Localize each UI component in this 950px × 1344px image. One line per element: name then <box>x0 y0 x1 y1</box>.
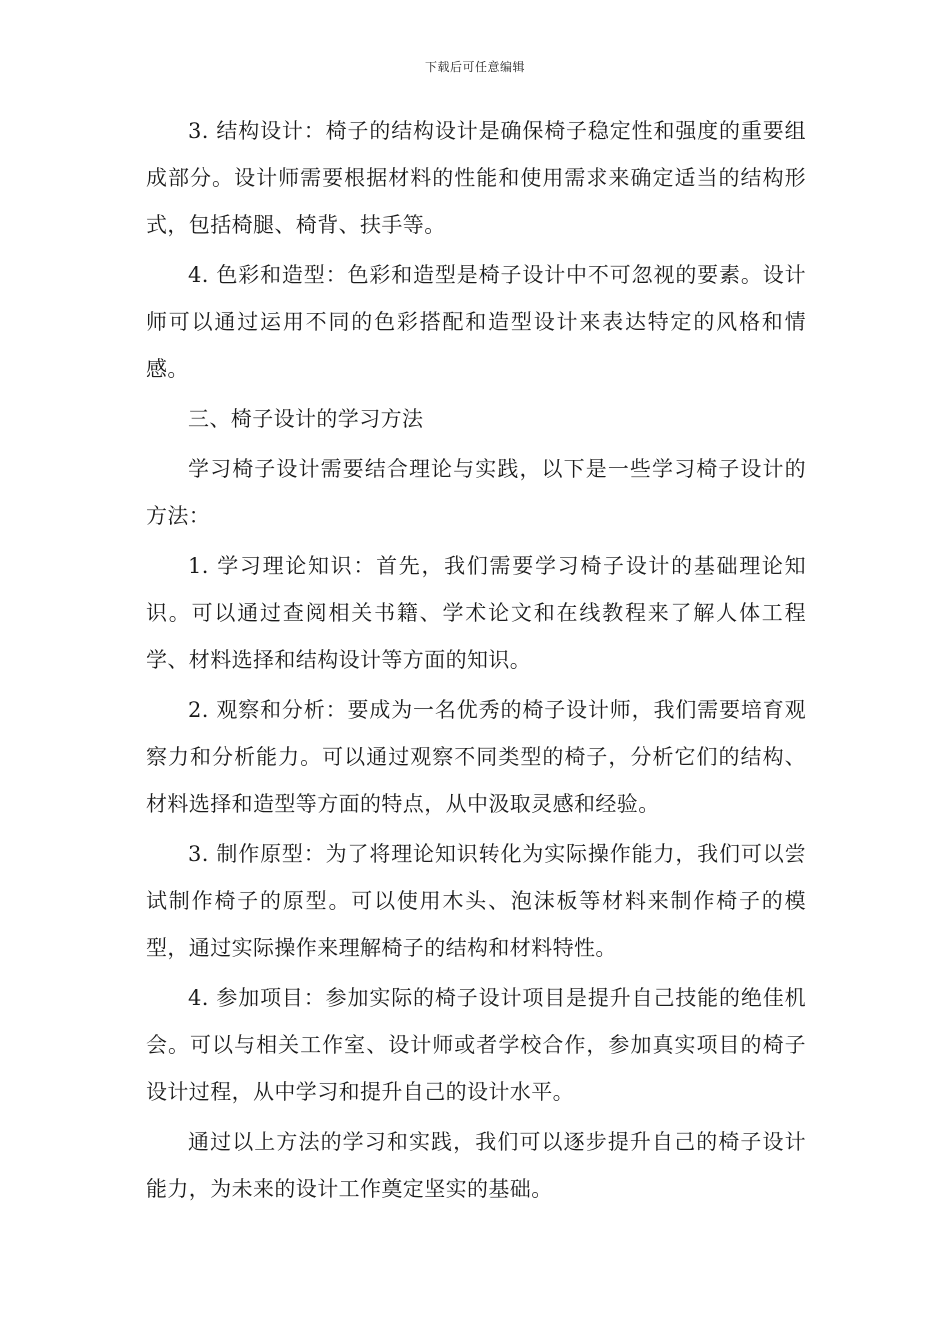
paragraph-color-and-shape: 4. 色彩和造型：色彩和造型是椅子设计中不可忽视的要素。设计师可以通过运用不同的色彩搭配和造型设计来表达特定的风格和情感。 <box>146 263 806 381</box>
paragraph-conclusion: 通过以上方法的学习和实践，我们可以逐步提升自己的椅子设计能力，为未来的设计工作奠定坚实的基础。 <box>146 1130 806 1201</box>
paragraph-structure-design: 3. 结构设计：椅子的结构设计是确保椅子稳定性和强度的重要组成部分。设计师需要根据材料的性能和使用需求来确定适当的结构形式，包括椅腿、椅背、扶手等。 <box>146 119 806 237</box>
paragraph-join-projects: 4. 参加项目：参加实际的椅子设计项目是提升自己技能的绝佳机会。可以与相关工作室、设计师或者学校合作，参加真实项目的椅子设计过程，从中学习和提升自己的设计水平。 <box>146 986 806 1104</box>
header-note: 下载后可任意编辑 <box>424 60 525 74</box>
paragraph-make-prototype: 3. 制作原型：为了将理论知识转化为实际操作能力，我们可以尝试制作椅子的原型。可以使用木头、泡沫板等材料来制作椅子的模型，通过实际操作来理解椅子的结构和材料特性。 <box>146 842 806 960</box>
document-body <box>146 108 806 1216</box>
paragraph-learning-intro: 学习椅子设计需要结合理论与实践，以下是一些学习椅子设计的方法： <box>146 457 806 528</box>
section-heading-learning-methods: 三、椅子设计的学习方法 <box>188 407 424 431</box>
paragraph-theory-knowledge: 1. 学习理论知识：首先，我们需要学习椅子设计的基础理论知识。可以通过查阅相关书籍、学术论文和在线教程来了解人体工程学、材料选择和结构设计等方面的知识。 <box>146 554 806 672</box>
paragraph-observe-analyze: 2. 观察和分析：要成为一名优秀的椅子设计师，我们需要培育观察力和分析能力。可以通过观察不同类型的椅子，分析它们的结构、材料选择和造型等方面的特点，从中汲取灵感和经验。 <box>146 698 806 816</box>
